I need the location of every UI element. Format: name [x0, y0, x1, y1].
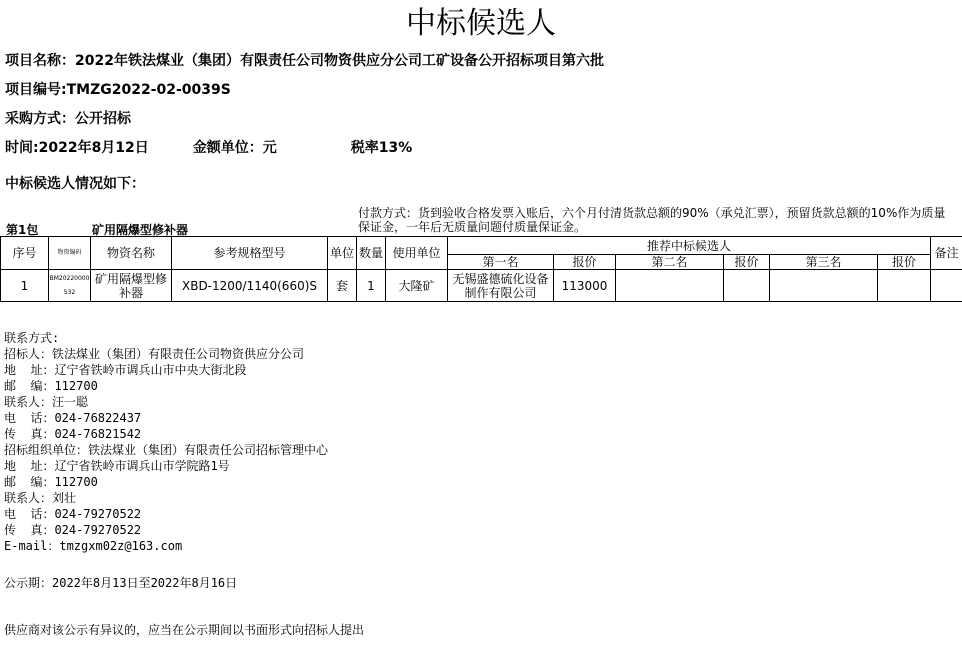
- cell-qty: 1: [357, 270, 386, 302]
- contact-email: E-mail：tmzgxm02z@163.com: [4, 539, 183, 553]
- header-remark: 备注: [931, 237, 962, 270]
- payment-terms: 付款方式：货到验收合格发票入账后，六个月付清货款总额的90%（承兑汇票），预留货款总额的10%作为质量保证金，一年后无质量问题付质量保证金。: [358, 206, 946, 234]
- header-spec: 参考规格型号: [172, 237, 328, 270]
- cell-material-name: 矿用隔爆型修补器: [91, 270, 172, 302]
- contact-line: 招标人：铁法煤业（集团）有限责任公司物资供应分公司: [4, 347, 305, 361]
- contact-line: 联系方式:: [4, 331, 60, 345]
- cell-second: [616, 270, 724, 302]
- objection-notice: 供应商对该公示有异议的，应当在公示期间以书面形式向招标人提出: [4, 623, 365, 637]
- header-recommended: 推荐中标候选人: [448, 237, 931, 255]
- package-number: 第1包: [6, 223, 39, 237]
- contact-line: 地 址：辽宁省铁岭市调兵山市学院路1号: [4, 459, 230, 473]
- header-material-name: 物资名称: [91, 237, 172, 270]
- cell-price2: [724, 270, 770, 302]
- cell-unit: 套: [328, 270, 357, 302]
- cell-price1: 113000: [554, 270, 616, 302]
- header-price1: 报价: [554, 255, 616, 270]
- contact-line: 联系人：刘壮: [4, 491, 77, 505]
- cell-remark: [931, 270, 962, 302]
- header-second: 第二名: [616, 255, 724, 270]
- header-third: 第三名: [770, 255, 878, 270]
- contact-line: 联系人：汪一聪: [4, 395, 89, 409]
- contact-line: 邮 编：112700: [4, 379, 98, 393]
- project-number: 项目编号:TMZG2022-02-0039S: [5, 82, 231, 98]
- project-name: 项目名称：2022年铁法煤业（集团）有限责任公司物资供应分公司工矿设备公开招标项目第六批: [5, 53, 604, 69]
- cell-first: 无锡盛德硫化设备制作有限公司: [448, 270, 554, 302]
- contact-block: [4, 330, 328, 554]
- table-row: [1, 270, 962, 302]
- cell-third: [770, 270, 878, 302]
- info-line: [5, 139, 412, 157]
- header-price3: 报价: [878, 255, 931, 270]
- contact-line: 电 话：024-76822437: [4, 411, 142, 425]
- page-title: 中标候选人: [406, 6, 556, 41]
- contact-line: 传 真：024-79270522: [4, 523, 142, 537]
- cell-seq: 1: [1, 270, 49, 302]
- contact-line: 招标组织单位：铁法煤业（集团）有限责任公司招标管理中心: [4, 443, 329, 457]
- header-seq: 序号: [1, 237, 49, 270]
- cell-price3: [878, 270, 931, 302]
- announce-time: 时间:2022年8月12日: [5, 140, 149, 156]
- amount-unit: 金额单位：元: [192, 140, 277, 156]
- publicity-period: 公示期：2022年8月13日至2022年8月16日: [4, 576, 238, 590]
- tax-rate: 税率13%: [350, 140, 413, 156]
- cell-spec: XBD-1200/1140(660)S: [172, 270, 328, 302]
- candidate-table: [0, 236, 962, 302]
- header-qty: 数量: [357, 237, 386, 270]
- header-price2: 报价: [724, 255, 770, 270]
- package-name: 矿用隔爆型修补器: [92, 223, 189, 237]
- header-material-code: 物资编码: [49, 237, 91, 270]
- contact-line: 邮 编：112700: [4, 475, 98, 489]
- contact-line: 电 话：024-79270522: [4, 507, 142, 521]
- cell-material-code: BM20220000532: [49, 270, 91, 302]
- contact-line: 传 真：024-76821542: [4, 427, 142, 441]
- contact-line: 地 址：辽宁省铁岭市调兵山市中央大街北段: [4, 363, 247, 377]
- candidates-intro: 中标候选人情况如下：: [5, 176, 145, 192]
- header-first: 第一名: [448, 255, 554, 270]
- procurement-method: 采购方式：公开招标: [5, 111, 131, 127]
- cell-user-unit: 大隆矿: [386, 270, 448, 302]
- header-user-unit: 使用单位: [386, 237, 448, 270]
- header-unit: 单位: [328, 237, 357, 270]
